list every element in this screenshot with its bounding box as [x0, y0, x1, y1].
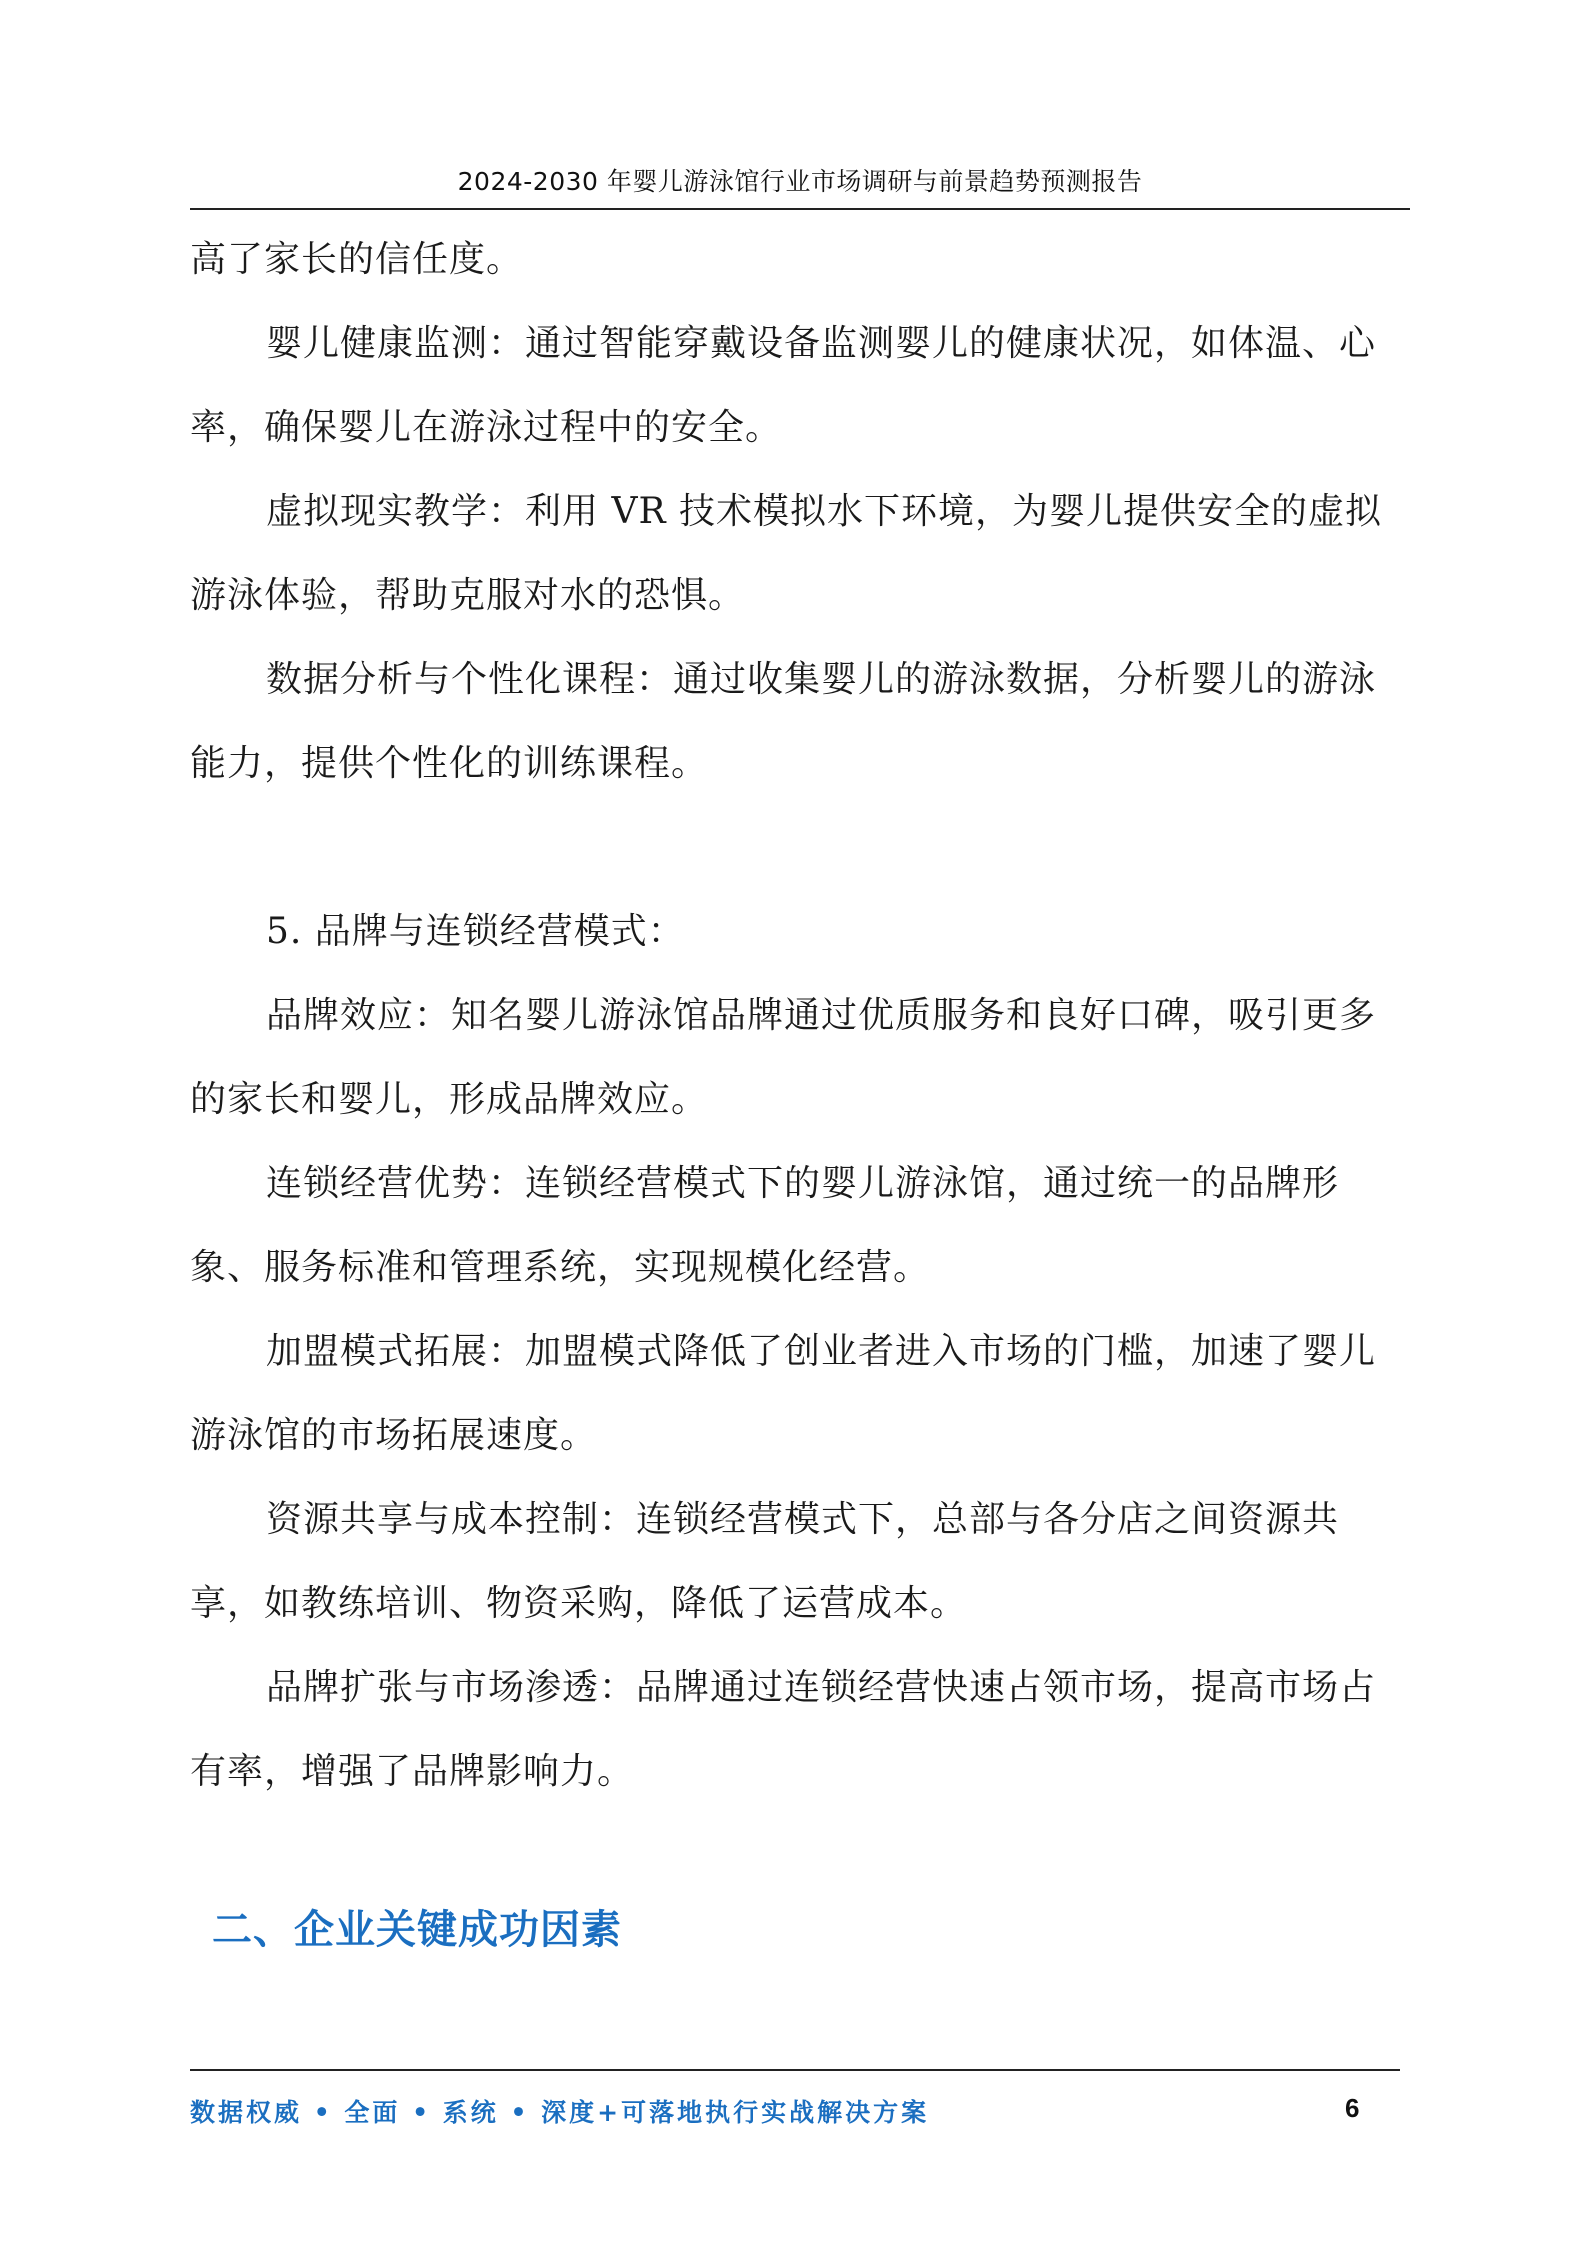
header-divider — [190, 208, 1410, 210]
paragraph-data-analysis: 数据分析与个性化课程：通过收集婴儿的游泳数据，分析婴儿的游泳能力，提供个性化的训练课程。 — [190, 659, 1377, 784]
paragraph-vr-teaching: 虚拟现实教学：利用 VR 技术模拟水下环境，为婴儿提供安全的虚拟游泳体验，帮助克服对水的恐惧。 — [190, 491, 1382, 616]
paragraph-franchise-expansion: 加盟模式拓展：加盟模式降低了创业者进入市场的门槛，加速了婴儿游泳馆的市场拓展速度。 — [190, 1331, 1377, 1456]
page-number: 6 — [1345, 2093, 1360, 2123]
body-text — [190, 218, 1400, 1814]
paragraph-chain-advantage: 连锁经营优势：连锁经营模式下的婴儿游泳馆，通过统一的品牌形象、服务标准和管理系统，实现规模化经营。 — [190, 1163, 1340, 1288]
footer-slogan: 数据权威 • 全面 • 系统 • 深度+可落地执行实战解决方案 — [190, 2098, 930, 2127]
section-heading: 二、企业关键成功因素 — [212, 1907, 622, 1953]
paragraph-brand-effect: 品牌效应：知名婴儿游泳馆品牌通过优质服务和良好口碑，吸引更多的家长和婴儿，形成品牌效应。 — [190, 995, 1377, 1120]
paragraph-health-monitoring: 婴儿健康监测：通过智能穿戴设备监测婴儿的健康状况，如体温、心率，确保婴儿在游泳过程中的安全。 — [190, 323, 1377, 448]
footer-divider — [190, 2069, 1400, 2071]
subsection-heading-brand-chain: 5. 品牌与连锁经营模式： — [266, 911, 685, 952]
paragraph-spacer — [190, 806, 1400, 890]
running-header-title: 2024-2030 年婴儿游泳馆行业市场调研与前景趋势预测报告 — [457, 167, 1143, 196]
paragraph-resource-sharing: 资源共享与成本控制：连锁经营模式下，总部与各分店之间资源共享，如教练培训、物资采购，降低了运营成本。 — [190, 1499, 1340, 1624]
paragraph-continuation: 高了家长的信任度。 — [190, 239, 524, 280]
paragraph-market-penetration: 品牌扩张与市场渗透：品牌通过连锁经营快速占领市场，提高市场占有率，增强了品牌影响力。 — [190, 1667, 1377, 1792]
